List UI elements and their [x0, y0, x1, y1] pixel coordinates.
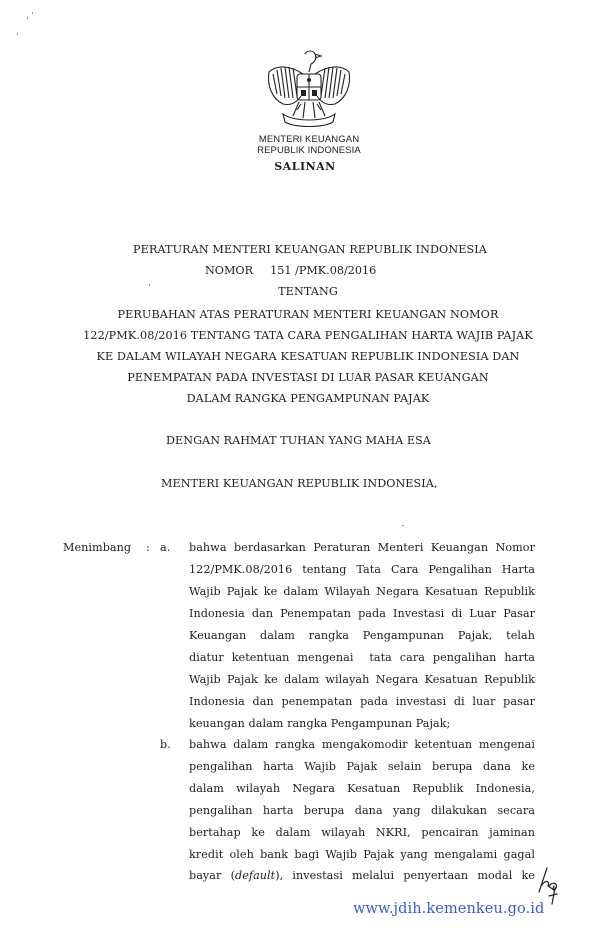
menimbang-colon: :	[146, 541, 150, 554]
subject-line: KE DALAM WILAYAH NEGARA KESATUAN REPUBLIK INDONESIA DAN	[96, 350, 520, 363]
item-b-line: bahwa dalam rangka mengakomodir ketentuan mengenai	[189, 738, 535, 751]
item-a-line: Indonesia dan Penempatan pada Investasi di Luar Pasar	[189, 607, 535, 620]
item-b-line: kredit oleh bank bagi Wajib Pajak yang mengalami gagal	[189, 848, 535, 861]
item-a-line: 122/PMK.08/2016 tentang Tata Cara Pengalihan Harta	[189, 563, 535, 576]
item-a-line: Indonesia dan penempatan pada investasi di luar pasar	[189, 695, 535, 708]
nomor-value: 151 /PMK.08/2016	[270, 264, 377, 277]
item-b-line: bertahap ke dalam wilayah NKRI, pencairan jaminan	[189, 826, 535, 839]
item-a-line: bahwa berdasarkan Peraturan Menteri Keuangan Nomor	[189, 541, 535, 554]
subject-line: PENEMPATAN PADA INVESTASI DI LUAR PASAR KEUANGAN	[127, 371, 489, 384]
item-b-line: pengalihan harta berupa dana yang dilakukan secara	[189, 804, 535, 817]
footer-url[interactable]: www.jdih.kemenkeu.go.id	[353, 901, 545, 917]
subject-line: 122/PMK.08/2016 TENTANG TATA CARA PENGALIHAN HARTA WAJIB PAJAK	[83, 329, 533, 342]
garuda-emblem-icon	[263, 44, 355, 132]
salinan-stamp: SALINAN	[274, 160, 336, 173]
nomor-label: NOMOR	[205, 264, 254, 277]
invocation: DENGAN RAHMAT TUHAN YANG MAHA ESA	[166, 434, 431, 447]
item-a-line: Wajib Pajak ke dalam Wilayah Negara Kesatuan Republik	[189, 585, 535, 598]
authority-line: MENTERI KEUANGAN REPUBLIK INDONESIA,	[161, 477, 438, 490]
text-segment: ), investasi melalui penyertaan modal ke	[275, 869, 535, 882]
subject-line: DALAM RANGKA PENGAMPUNAN PAJAK	[186, 392, 430, 405]
item-a-line: diatur ketentuan mengenai tata cara pengalihan harta	[189, 651, 535, 664]
item-b-last-line	[189, 869, 535, 882]
menimbang-label: Menimbang	[63, 541, 132, 554]
scan-speck	[32, 12, 33, 14]
regulation-title: PERATURAN MENTERI KEUANGAN REPUBLIK INDONESIA	[133, 243, 487, 256]
scan-speck	[402, 525, 404, 526]
item-marker-b: b.	[160, 738, 171, 751]
item-b-line: dalam wilayah Negara Kesatuan Republik Indonesia,	[189, 782, 535, 795]
tentang-heading: TENTANG	[278, 285, 338, 298]
text-segment: bayar (	[189, 869, 235, 882]
paraf-initials-icon	[536, 866, 562, 906]
subject-line: PERUBAHAN ATAS PERATURAN MENTERI KEUANGAN NOMOR	[117, 308, 499, 321]
scan-speck	[27, 17, 28, 19]
item-a-line: Wajib Pajak ke dalam wilayah Negara Kesatuan Republik	[189, 673, 535, 686]
institution-line1: MENTERI KEUANGAN	[258, 134, 360, 145]
item-marker-a: a.	[160, 541, 171, 554]
item-b-line: pengalihan harta Wajib Pajak selain berupa dana ke	[189, 760, 535, 773]
item-a-line: keuangan dalam rangka Pengampunan Pajak;	[189, 717, 451, 730]
italic-term: default	[235, 869, 276, 882]
institution-line2: REPUBLIK INDONESIA	[257, 145, 361, 156]
regulation-number	[205, 264, 376, 277]
item-a-line: Keuangan dalam rangka Pengampunan Pajak, telah	[189, 629, 535, 642]
scan-speck	[17, 33, 18, 35]
